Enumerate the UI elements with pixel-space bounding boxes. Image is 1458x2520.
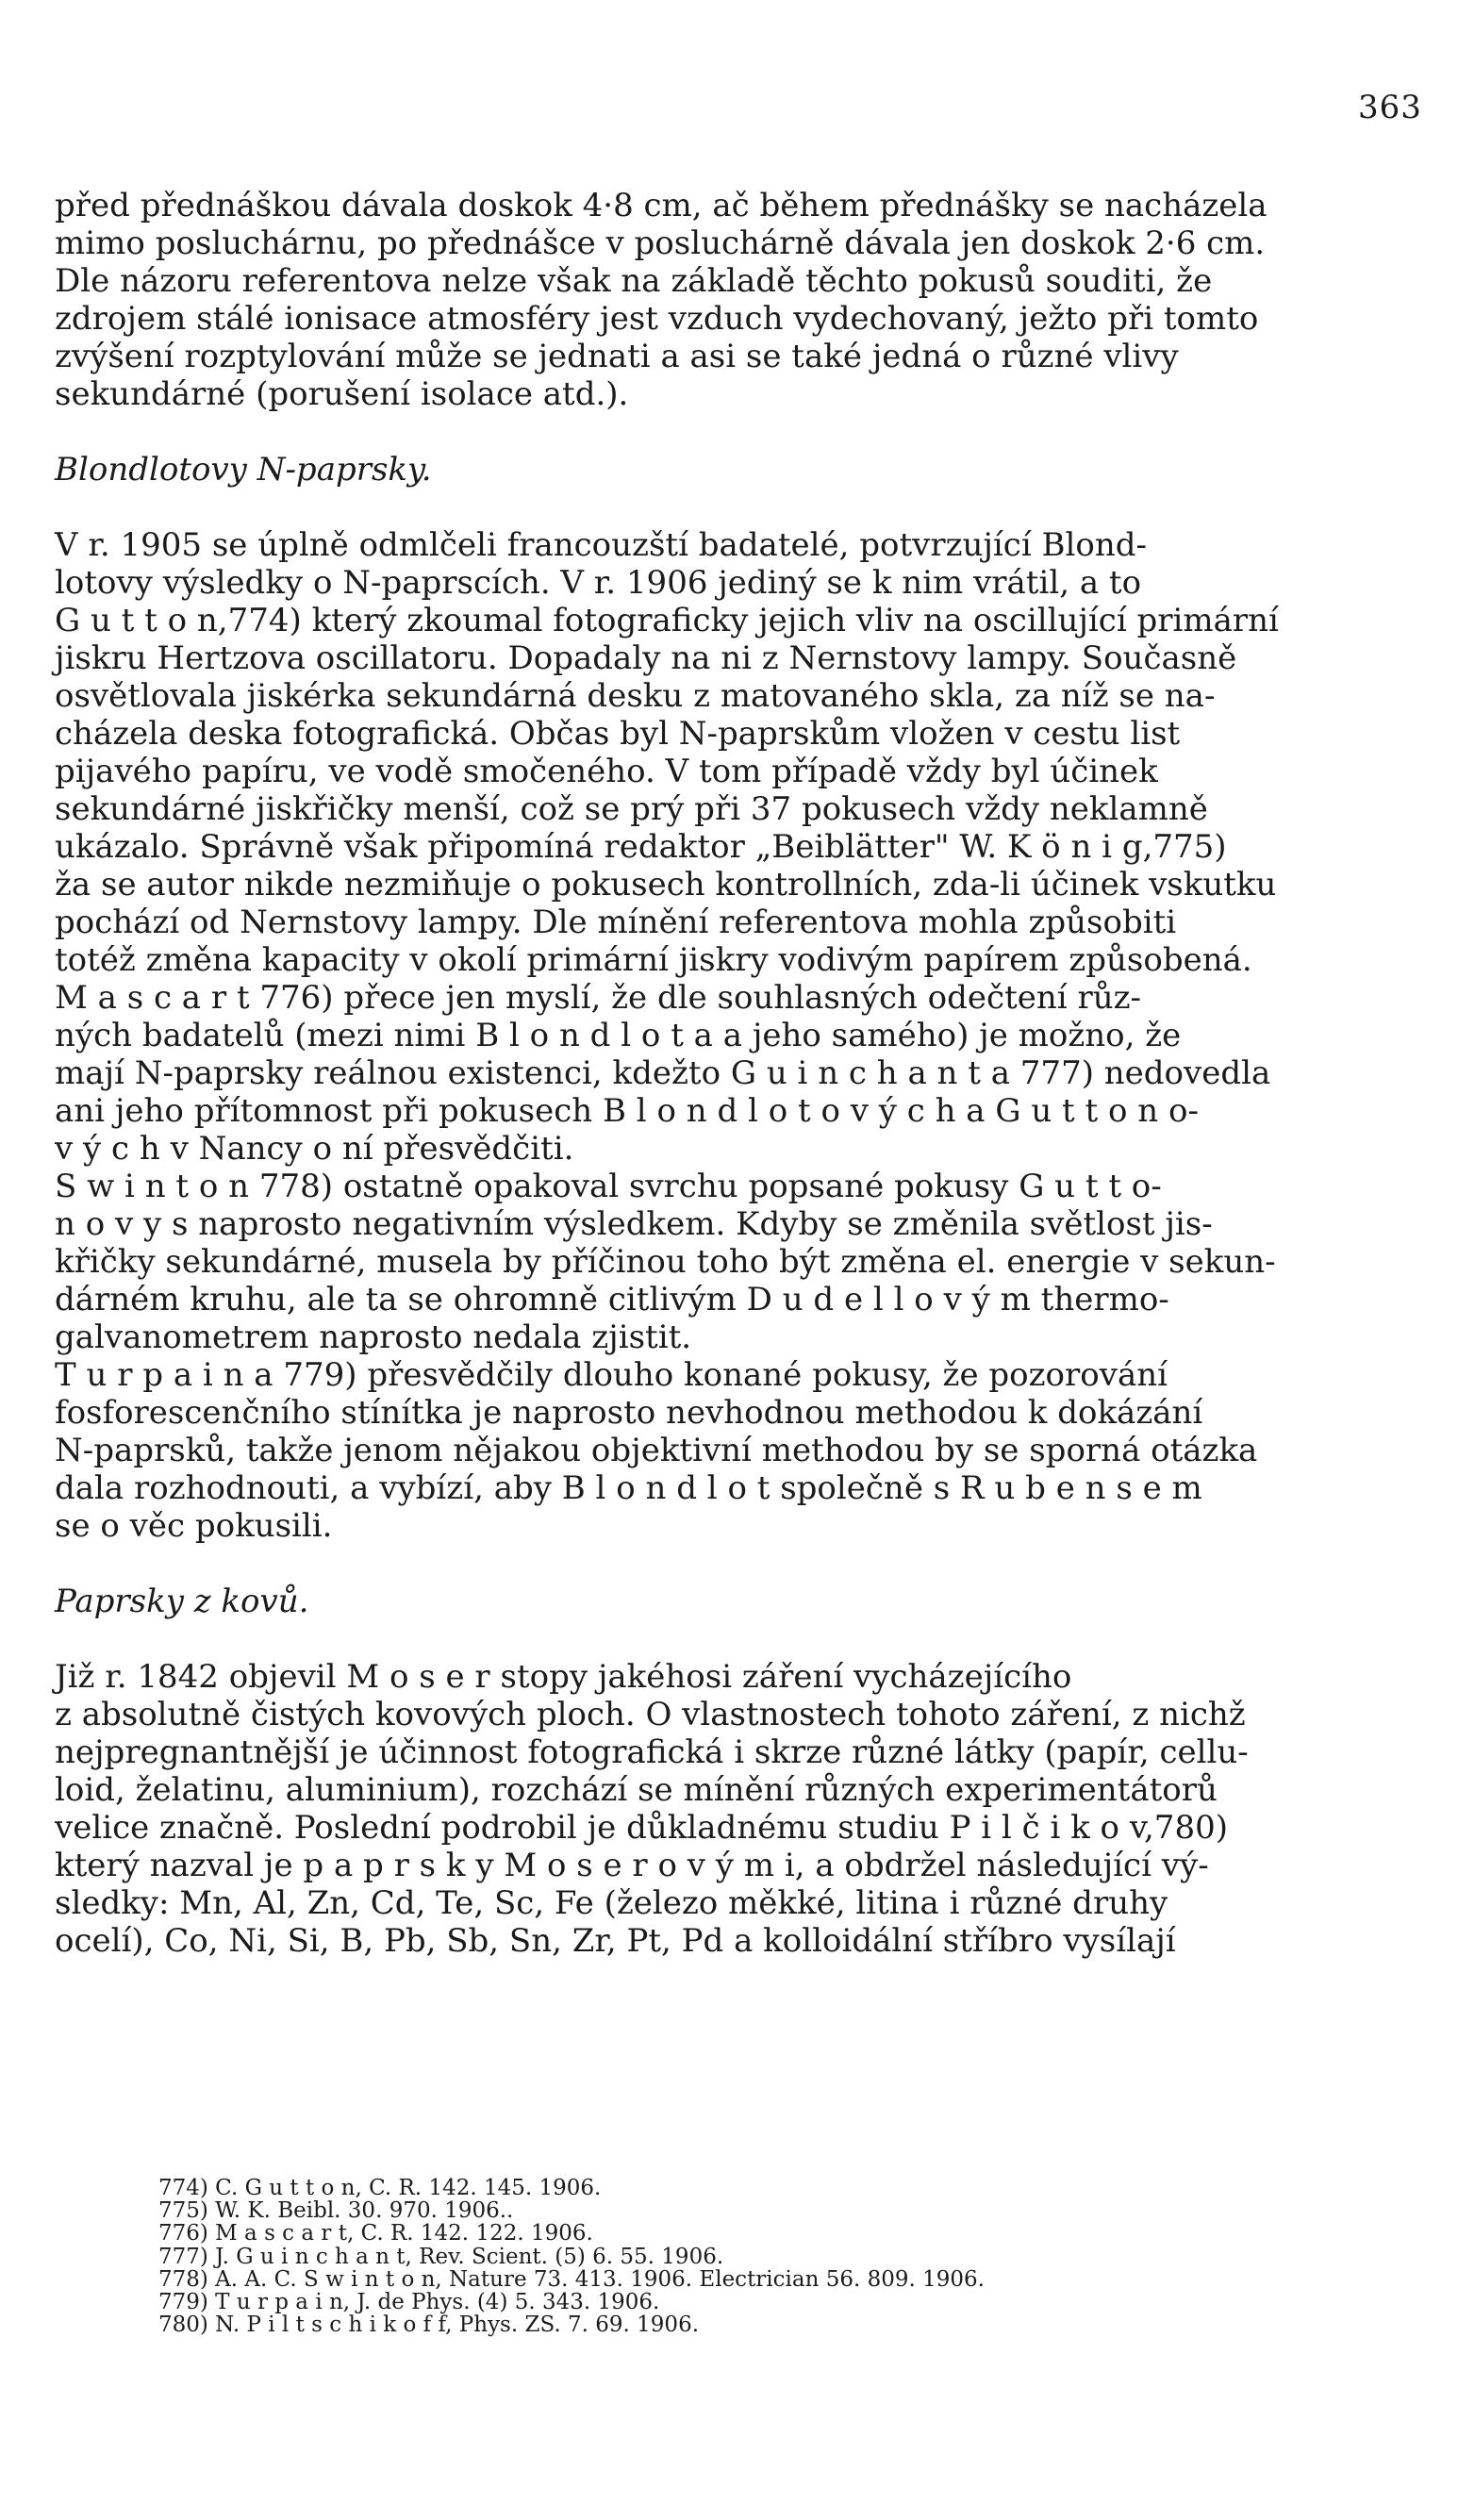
text-line: loid, želatinu, aluminium), rozchází se mínění různých experimentátorů xyxy=(55,1771,1218,1809)
text-line: velice značně. Poslední podrobil je důkladnému studiu P i l č i k o v,780) xyxy=(55,1809,1228,1847)
text-line: sekundárné (porušení isolace atd.). xyxy=(55,375,629,413)
text-line: zvýšení rozptylování může se jednati a asi se také jedná o různé vlivy xyxy=(55,338,1179,375)
text-line: ža se autor nikde nezmiňuje o pokusech kontrollních, zda-li účinek vskutku xyxy=(55,866,1277,904)
text-line: pochází od Nernstovy lampy. Dle mínění referentova mohla způsobiti xyxy=(55,904,1177,941)
footnote: 775) W. K. Beibl. 30. 970. 1906.. xyxy=(158,2198,514,2224)
text-line: v ý c h v Nancy o ní přesvědčiti. xyxy=(55,1130,574,1168)
body-text xyxy=(55,187,1413,1960)
footnote: 776) M a s c a r t, C. R. 142. 122. 1906. xyxy=(158,2221,593,2246)
footnote: 778) A. A. C. S w i n t o n, Nature 73. 413. 1906. Electrician 56. 809. 1906. xyxy=(158,2266,985,2292)
text-line: jiskru Hertzova oscillatoru. Dopadaly na ni z Nernstovy lampy. Současně xyxy=(55,639,1237,677)
text-line: Dle názoru referentova nelze však na základě těchto pokusů souditi, že xyxy=(55,262,1213,300)
text-line: pijavého papíru, ve vodě smočeného. V tom případě vždy byl účinek xyxy=(55,753,1158,790)
text-line: který nazval je p a p r s k y M o s e r o v ý m i, a obdržel následující vý- xyxy=(55,1847,1209,1884)
blank-line xyxy=(55,1545,1413,1583)
text-line: dárném kruhu, ale ta se ohromně citlivým D u d e l l o v ý m thermo- xyxy=(55,1281,1169,1318)
text-line: totéž změna kapacity v okolí primární jiskry vodivým papírem způsobená. xyxy=(55,941,1252,979)
text-line: sekundárné jiskřičky menší, což se prý při 37 pokusech vždy neklamně xyxy=(55,790,1208,828)
text-line: ukázalo. Správně však připomíná redaktor „Beiblätter" W. K ö n i g,775) xyxy=(55,828,1227,866)
footnote: 774) C. G u t t o n, C. R. 142. 145. 1906. xyxy=(158,2176,602,2200)
text-line: zdrojem stálé ionisace atmosféry jest vzduch vydechovaný, ježto při tomto xyxy=(55,300,1259,338)
text-line: ných badatelů (mezi nimi B l o n d l o t a a jeho samého) je možno, že xyxy=(55,1017,1182,1054)
footnotes xyxy=(158,2177,1384,2336)
section-heading: Blondlotovy N-paprsky. xyxy=(55,451,432,489)
text-line: galvanometrem naprosto nedala zjistit. xyxy=(55,1318,692,1356)
blank-line xyxy=(55,1620,1413,1658)
text-line: V r. 1905 se úplně odmlčeli francouzští badatelé, potvrzující Blond- xyxy=(55,526,1148,564)
text-line: lotovy výsledky o N-paprscích. V r. 1906 jediný se k nim vrátil, a to xyxy=(55,564,1142,602)
text-line: T u r p a i n a 779) přesvědčily dlouho konané pokusy, že pozorování xyxy=(55,1356,1168,1394)
blank-line xyxy=(55,489,1413,526)
text-line: mimo posluchárnu, po přednášce v posluchárně dávala jen doskok 2·6 cm. xyxy=(55,224,1266,262)
page-number: 363 xyxy=(1358,89,1422,126)
text-line: S w i n t o n 778) ostatně opakoval svrchu popsané pokusy G u t t o- xyxy=(55,1168,1162,1205)
footnote: 777) J. G u i n c h a n t, Rev. Scient. (5) 6. 55. 1906. xyxy=(158,2244,724,2269)
text-line: M a s c a r t 776) přece jen myslí, že dle souhlasných odečtení růz- xyxy=(55,979,1141,1017)
text-line: nejpregnantnější je účinnost fotografická i skrze různé látky (papír, cellu- xyxy=(55,1733,1249,1771)
footnote: 780) N. P i l t s c h i k o f f, Phys. ZS. 7. 69. 1906. xyxy=(158,2313,700,2338)
footnote: 779) T u r p a i n, J. de Phys. (4) 5. 343. 1906. xyxy=(158,2289,660,2314)
section-heading: Paprsky z kovů. xyxy=(55,1583,309,1620)
text-line: ani jeho přítomnost při pokusech B l o n d l o t o v ý c h a G u t t o n o- xyxy=(55,1092,1199,1130)
text-line: Již r. 1842 objevil M o s e r stopy jakéhosi záření vycházejícího xyxy=(55,1658,1072,1696)
text-line: dala rozhodnouti, a vybízí, aby B l o n d l o t společně s R u b e n s e m xyxy=(55,1469,1202,1507)
text-line: se o věc pokusili. xyxy=(55,1507,333,1545)
text-line: sledky: Mn, Al, Zn, Cd, Te, Sc, Fe (železo měkké, litina i různé druhy xyxy=(55,1884,1168,1922)
text-line: před přednáškou dávala doskok 4·8 cm, ač během přednášky se nacházela xyxy=(55,187,1267,224)
text-line: n o v y s naprosto negativním výsledkem. Kdyby se změnila světlost jis- xyxy=(55,1205,1213,1243)
text-line: G u t t o n,774) který zkoumal fotograficky jejich vliv na oscillující primární xyxy=(55,602,1279,639)
text-line: ocelí), Co, Ni, Si, B, Pb, Sb, Sn, Zr, Pt, Pd a kolloidální stříbro vysílají xyxy=(55,1922,1176,1960)
text-line: z absolutně čistých kovových ploch. O vlastnostech tohoto záření, z nichž xyxy=(55,1696,1246,1733)
text-line: křičky sekundárné, musela by příčinou toho být změna el. energie v sekun- xyxy=(55,1243,1276,1281)
blank-line xyxy=(55,413,1413,451)
text-line: osvětlovala jiskérka sekundárná desku z matovaného skla, za níž se na- xyxy=(55,677,1216,715)
text-line: cházela deska fotografická. Občas byl N-paprskům vložen v cestu list xyxy=(55,715,1181,753)
text-line: N-paprsků, takže jenom nějakou objektivní methodou by se sporná otázka xyxy=(55,1432,1258,1469)
text-line: mají N-paprsky reálnou existenci, kdežto G u i n c h a n t a 777) nedovedla xyxy=(55,1054,1271,1092)
text-line: fosforescenčního stínítka je naprosto nevhodnou methodou k dokázání xyxy=(55,1394,1203,1432)
